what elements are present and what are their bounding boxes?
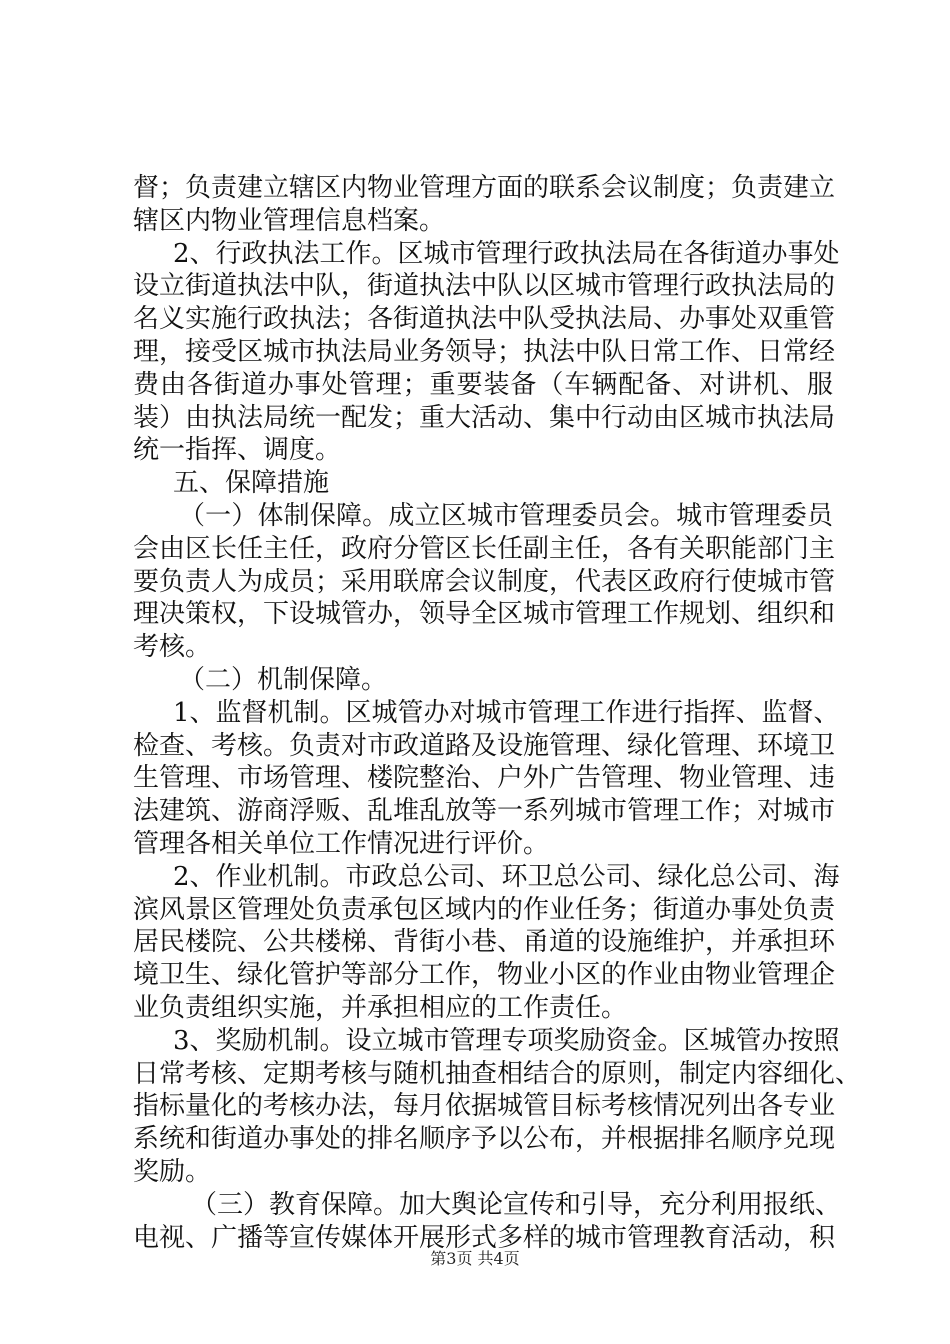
- text-line: 业负责组织实施，并承担相应的工作责任。: [133, 992, 628, 1023]
- page-footer: [0, 1246, 950, 1269]
- paragraph-first-line: 1、监督机制。区城管办对城市管理工作进行指挥、监督、: [173, 697, 840, 728]
- section-heading: 五、保障措施: [173, 468, 330, 499]
- text-line: 管理各相关单位工作情况进行评价。: [133, 828, 550, 859]
- paragraph-first-line: 2、行政执法工作。区城市管理行政执法局在各街道办事处: [173, 238, 840, 269]
- text-line: 理决策权，下设城管办，领导全区城市管理工作规划、组织和: [133, 599, 836, 630]
- subsection-heading: （二）机制保障。: [179, 664, 388, 695]
- text-line: 系统和街道办事处的排名顺序予以公布，并根据排名顺序兑现: [133, 1124, 836, 1155]
- text-line: 考核。: [133, 632, 212, 663]
- text-line: 居民楼院、公共楼梯、背街小巷、甬道的设施维护，并承担环: [133, 927, 836, 958]
- text-line: 费由各街道办事处管理；重要装备（车辆配备、对讲机、服: [133, 369, 833, 400]
- paragraph-first-line: 2、作业机制。市政总公司、环卫总公司、绿化总公司、海: [173, 861, 840, 892]
- text-line: 检查、考核。负责对市政道路及设施管理、绿化管理、环境卫: [133, 730, 836, 761]
- text-line: 统一指挥、调度。: [133, 435, 342, 466]
- text-line: 督；负责建立辖区内物业管理方面的联系会议制度；负责建立: [133, 173, 836, 203]
- text-line: 日常考核、定期考核与随机抽查相结合的原则，制定内容细化、: [133, 1058, 862, 1089]
- text-line: 奖励。: [133, 1156, 212, 1187]
- text-line: 理，接受区城市执法局业务领导；执法中队日常工作、日常经: [133, 336, 836, 367]
- text-line: 会由区长任主任，政府分管区长任副主任，各有关职能部门主: [133, 533, 836, 564]
- text-line: 要负责人为成员；采用联席会议制度，代表区政府行使城市管: [133, 566, 836, 597]
- paragraph-first-line: 3、奖励机制。设立城市管理专项奖励资金。区城管办按照: [173, 1025, 840, 1056]
- text-line: 辖区内物业管理信息档案。: [133, 205, 446, 236]
- text-line: 滨风景区管理处负责承包区域内的作业任务；街道办事处负责: [133, 894, 836, 925]
- paragraph-first-line: （一）体制保障。成立区城市管理委员会。城市管理委员: [179, 500, 833, 531]
- text-line: 指标量化的考核办法，每月依据城管目标考核情况列出各专业: [133, 1091, 836, 1122]
- paragraph-first-line: （三）教育保障。加大舆论宣传和引导，充分利用报纸、: [191, 1189, 842, 1220]
- text-line: 电视、广播等宣传媒体开展形式多样的城市管理教育活动，积: [133, 1222, 836, 1253]
- text-line: 设立街道执法中队，街道执法中队以区城市管理行政执法局的: [133, 271, 836, 302]
- text-line: 名义实施行政执法；各街道执法中队受执法局、办事处双重管: [133, 304, 836, 335]
- text-line: 装）由执法局统一配发；重大活动、集中行动由区城市执法局: [133, 402, 836, 433]
- page-number-label: 第3页 共4页: [430, 1249, 520, 1268]
- text-line: 生管理、市场管理、楼院整治、户外广告管理、物业管理、违: [133, 763, 836, 794]
- text-line: 法建筑、游商浮贩、乱堆乱放等一系列城市管理工作；对城市: [133, 796, 836, 827]
- document-body: [133, 172, 862, 1254]
- text-line: 境卫生、绿化管护等部分工作，物业小区的作业由物业管理企: [133, 960, 836, 991]
